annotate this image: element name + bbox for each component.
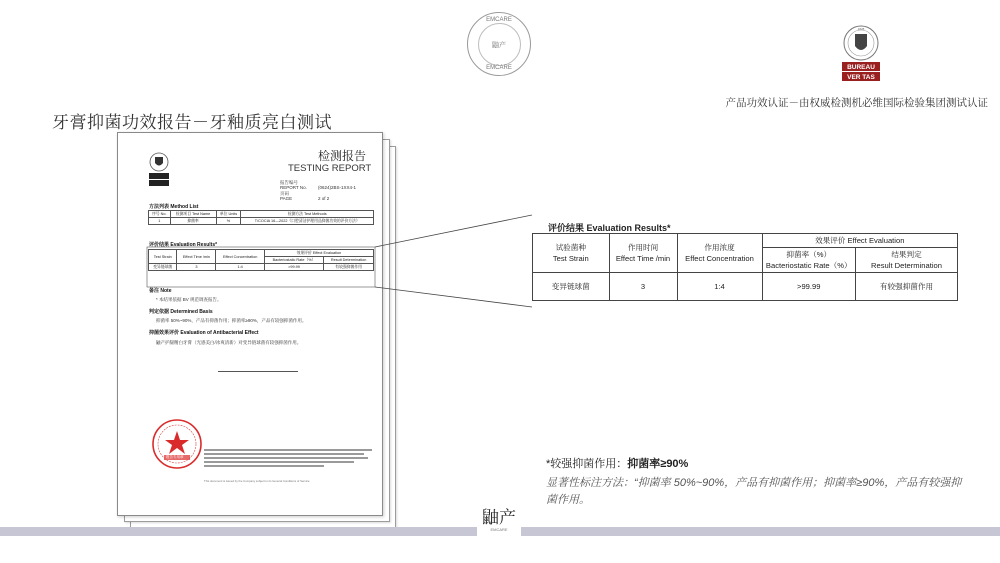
connector-bottom-line	[375, 287, 532, 307]
report-no-label-en: REPORT No.	[280, 185, 307, 190]
note-strong-effect	[546, 455, 688, 471]
basis-heading: 判定依据 Determined Basis	[149, 309, 213, 315]
connector-top-line	[375, 215, 532, 247]
antibac-text: 鼬产护龈精白牙膏（光感美白/冰爽清新）对变异链球菌有较强抑菌作用。	[156, 340, 302, 345]
antibac-heading: 抑菌效果评价 Evaluation of Antibacterial Effect	[149, 330, 259, 336]
svg-text:BUREAU: BUREAU	[847, 64, 875, 71]
official-stamp-icon	[150, 417, 204, 471]
col-header-effect-group: 效果评价 Effect Evaluation	[762, 234, 958, 248]
fineprint-block	[204, 449, 374, 467]
method-header-no: 序号 No.	[149, 211, 171, 218]
note-text: * 本结果依据 BV 规范调查报告。	[156, 297, 222, 302]
col-header-conc: 作用浓度 Effect Concentration	[677, 234, 762, 273]
method-heading: 方法列表 Method List	[149, 204, 199, 210]
page-title: 牙膏抑菌功效报告－牙釉质亮白测试	[52, 113, 332, 132]
footer-logo-sub: EMCARE	[490, 527, 508, 532]
cell-result: 有较强抑菌作用	[856, 273, 958, 301]
report-document	[117, 132, 383, 516]
cell-conc: 1:4	[677, 273, 762, 301]
footer-logo-glyph: 鼬产	[482, 508, 516, 528]
eval-mini-result: Result Determination	[324, 257, 374, 264]
page-value: 2 of 2	[318, 196, 330, 201]
eval-mini-group: 效果评价 Effect Evaluation	[264, 250, 373, 257]
basis-text: 抑菌率 50%~90%，产品有抑菌作用；抑菌率≥90%，产品有较强抑菌作用。	[156, 318, 307, 323]
method-header-methods: 检测方法 Test Methods	[241, 211, 374, 218]
page-label-en: PAGE	[280, 196, 293, 201]
evaluation-title: 评价结果 Evaluation Results*	[548, 223, 671, 233]
col-header-time: 作用时间 Effect Time /min	[609, 234, 677, 273]
note-heading: 备注 Note	[149, 288, 172, 294]
report-title-en: TESTING REPORT	[288, 163, 372, 174]
seal-ring-text: EMCARE	[486, 17, 512, 23]
note-threshold: 抑菌率≥90%	[627, 458, 689, 470]
bureau-veritas-logo	[838, 22, 884, 84]
report-bv-emblem-icon	[148, 151, 170, 191]
eval-mini-row-rate: >99.99	[264, 264, 323, 271]
eval-mini-row-strain: 变异链球菌	[149, 264, 177, 271]
seal-ring-text-bottom: EMCARE	[486, 65, 512, 71]
report-title-cn: 检测报告	[318, 149, 367, 163]
seal-glyph: 鼬产	[492, 42, 506, 49]
method-cell-units: %	[216, 218, 241, 225]
eval-mini-row-conc: 1:4	[216, 264, 264, 271]
stamp-text: 报告专用章	[166, 455, 184, 459]
eval-mini-time: Effect Time /min	[177, 250, 216, 264]
page-label: 页码	[280, 191, 289, 196]
eval-mini-strain: Test Strain	[149, 250, 177, 264]
report-no-value: (0624)2BS-1XX4-1	[318, 185, 357, 190]
brand-seal-logo	[467, 12, 531, 76]
signature-line	[218, 371, 298, 372]
cell-rate: >99.99	[762, 273, 856, 301]
method-table	[148, 210, 374, 225]
svg-text:VER TAS: VER TAS	[847, 74, 875, 81]
fineprint-text: This document is issued by the Company subject to its General Conditions of Service.	[204, 479, 311, 483]
report-no-label: 报告编号	[280, 180, 298, 185]
method-cell-name: 抑菌率	[170, 218, 216, 225]
method-cell-methods: T/COCIA 16—2022《口腔清洁护理用品抑菌功效的评价方法》	[241, 218, 374, 225]
eval-mini-row-time: 3	[177, 264, 216, 271]
eval-mini-row-result: 有较强抑菌作用	[324, 264, 374, 271]
note-detail: 显著性标注方法：“抑菌率 50%~90%，产品有抑菌作用；抑菌率≥90%，产品有较强抑菌作用。	[546, 477, 962, 506]
bureau-veritas-emblem-icon	[838, 22, 884, 84]
note-prefix: *较强抑菌作用：	[546, 458, 628, 470]
svg-text:1828: 1828	[857, 27, 865, 31]
method-cell-no: 1	[149, 218, 171, 225]
eval-mini-conc: Effect Concentration	[216, 250, 264, 264]
eval-mini-table	[148, 249, 374, 271]
cell-strain: 变异链球菌	[533, 273, 610, 301]
eval-heading: 评价结果 Evaluation Results*	[149, 242, 218, 248]
col-header-result: 结果判定 Result Determination	[856, 248, 958, 273]
col-header-strain: 试验菌种 Test Strain	[533, 234, 610, 273]
eval-mini-rate: Bacteriostatic Rate（%）	[264, 257, 323, 264]
method-header-name: 检测项目 Test Name	[170, 211, 216, 218]
evaluation-table	[532, 233, 958, 301]
col-header-rate: 抑菌率（%） Bacteriostatic Rate（%）	[762, 248, 856, 273]
footer-logo	[477, 509, 521, 563]
method-header-units: 单位 Units	[216, 211, 241, 218]
certification-caption: 产品功效认证－由权威检测机必维国际检验集团测试认证	[725, 97, 988, 109]
cell-time: 3	[609, 273, 677, 301]
